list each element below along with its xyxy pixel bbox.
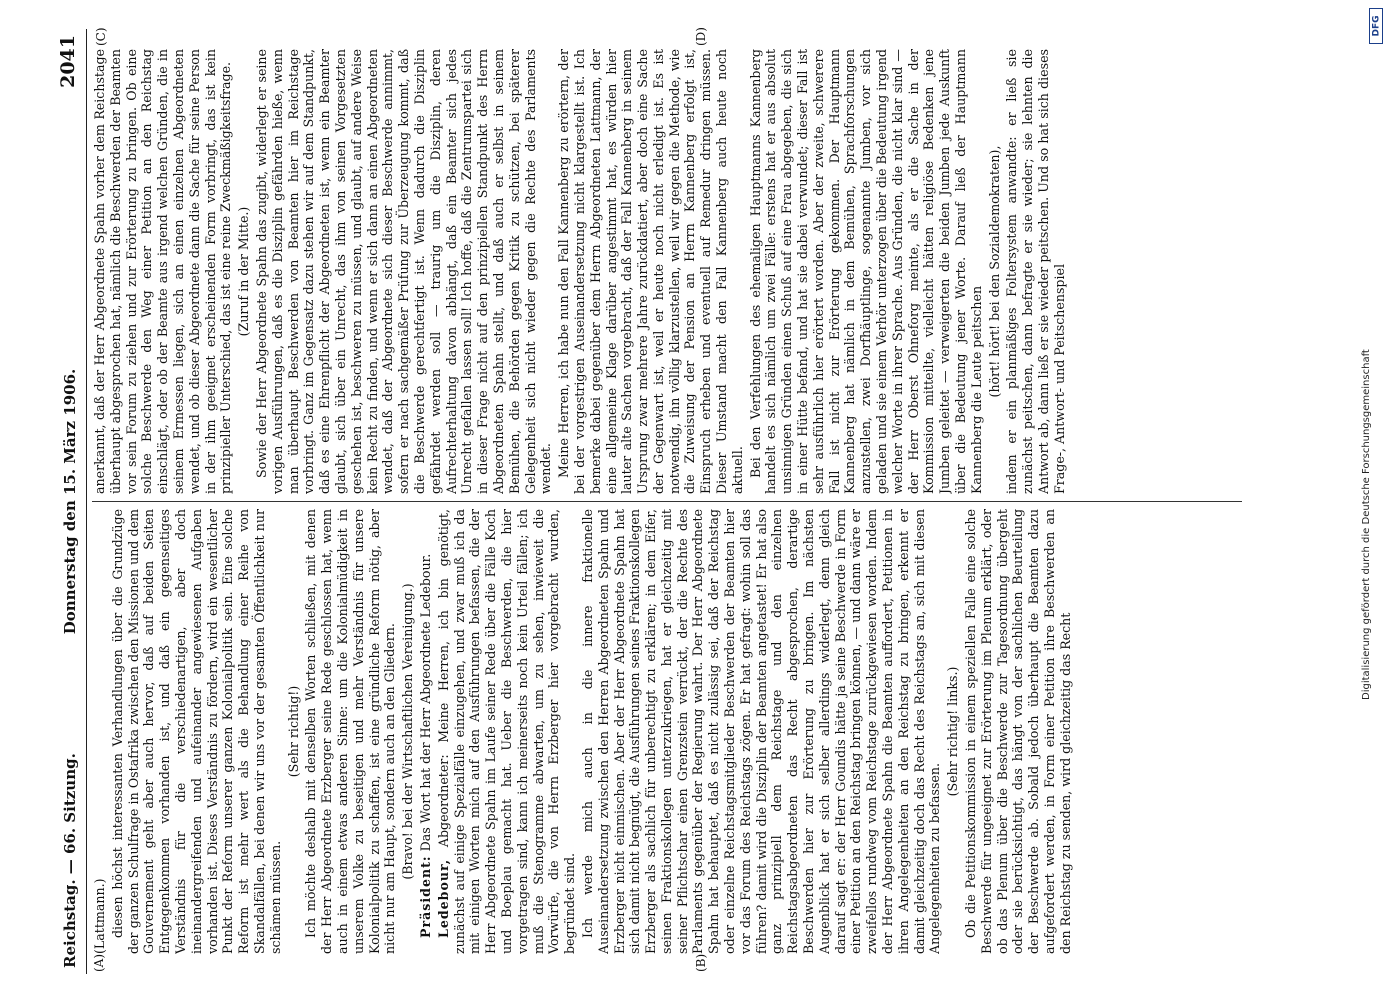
paragraph: Bei den Verfehlungen des ehemaligen Hauptmanns Kannenberg handelt es sich nämlich um zwei Fälle: erstens hat er aus absolut unsinnigen Gründen einen Schuß auf eine Frau abgegeben, die sich in einer Hütte befand, und hat sie dabei verwundet; dieser Fall ist sehr ausführlich hier erörtert worden. Aber der zweite, schwerere Fall ist nicht zur Erörterung gekommen. Der Hauptmann Kannenberg hat nämlich in dem Bemühen, Sprachforschungen anzustellen, zwei Dorfhäuptlinge, sogenannte Jumben, vor sich geladen und sie einem Verhör unterzogen über die Bedeutung irgend welcher Worte in ihrer Sprache. Aus Gründen, die nicht klar sind — der Herr Oberst Ohneforg meinte, als er die Sache in der Kommission mitteilte, vielleicht hätten religiöse Bedenken jene Jumben geleitet — verweigerten die beiden Jumben jede Auskunft über die Bedeutung jener Worte. Darauf ließ der Hauptmann Kannenberg die Leute peitschen [747,49,984,494]
page-number: 2041 [57,35,79,88]
paragraph: Ich werde mich auch in die innere fraktionelle Auseinandersetzung zwischen den Herren Abgeordneten Spahn und Erzberger nicht einmischen. Aber der Herr Abgeordnete Spahn hat sich damit nicht begnügt, die Ausführungen seines Fraktionskollegen Erzberger als sachlich für unberechtigt zu erklären; in dem Eifer, seinen Fraktionskollegen unterzukriegen, hat er gleichzeitig mit seiner Pflichtschar einen Grenzstein verrückt, der die Rechte des Parlaments gegenüber der Regierung wahrt. Der Herr Abgeordnete Spahn hat behauptet, daß es nicht zulässig sei, daß der Reichstag oder einzelne Reichstagsmitglieder Beschwerden der Beamten hier vor das Forum des Reichstags zögen. Er hat gefragt: wohin soll das führen? damit wird die Disziplin der Beamten angetastet! Er hat also ganz prinzipiell dem Reichstage und den einzelnen Reichstagsabgeordneten das Recht abgesprochen, derartige Beschwerden hier zur Erörterung zu bringen. Im nächsten Augenblick hat er sich selber allerdings widerlegt, denn gleich darauf sagt er: der Herr Goundis hätte ja seine Beschwerde in Form einer Petition an den Reichstag bringen können, — und dann wäre er zweifellos rundweg vom Reichstage zurückgewiesen worden. Indem der Herr Abgeordnete Spahn die Beamten auffordert, Petitionen in ihren Angelegenheiten an den Reichstag zu bringen, erkennt er damit gleichzeitig doch das Recht des Reichstags an, sich mit diesen Angelegenheiten zu befassen. [579,509,943,954]
dfg-logo [1369,8,1383,44]
marker-c: (C) [94,27,108,46]
header-rule [86,29,87,974]
marker-a: (A) [92,953,106,972]
page-header [52,29,86,974]
paragraph-text: Das Wort hat der Herr Abgeordnete Ledebour. [417,553,433,856]
paragraph [436,509,578,954]
paragraph: diesen höchst interessanten Verhandlungen über die Grundzüge der ganzen Schulfrage in Ostafrika zwischen den Missionen und dem Gouvernement geht aber auch hervor, daß auf beiden Seiten Entgegenkommen vorhanden ist, und daß ein gegenseitiges Verständnis für die verschiedenartigen, aber doch ineinandergreifenden und aufeinander angewiesenen Aufgaben vorhanden ist. Dieses Verständnis zu fördern, wird ein wesentlicher Punkt der Reform unserer ganzen Kolonialpolitik sein. Eine solche Reform ist mehr wert als die Behandlung einer Reihe von Skandalfällen, bei denen wir uns vor der gesamten Öffentlichkeit nur schämen müssen. [109,509,283,954]
marker-d: (D) [694,27,708,46]
digitization-credit [1357,10,1377,990]
rotated-scan [52,29,1289,974]
credit-text: Digitalisierung gefördert durch die Deutsche Forschungsgemeinschaft [1361,349,1372,700]
paragraph: Meine Herren, ich habe nun den Fall Kannenberg zu erörtern, der bei der vorgestrigen Auseinandersetzung nicht klargestellt ist. Ich bemerke dabei gegenüber dem Herrn Abgeordneten Lattmann, der eine allgemeine Klage darüber angestimmt hat, es würden hier lauter alte Sachen vorgebracht, daß der Fall Kannenberg in seinem Ursprung zwar mehrere Jahre zurückdatiert, aber doch eine Sache der Gegenwart ist, weil er heute noch nicht erledigt ist. Es ist notwendig, ihn völlig klarzustellen, weil wir gegen die Methode, wie die Zuweisung der Pension an Herrn Kannenberg erfolgt ist, Einspruch erheben und eventuell auf Remedur dringen müssen. Dieser Umstand macht den Fall Kannenberg auch heute noch aktuell. [556,49,745,494]
dfg-logo-text: DFG [1371,15,1382,37]
newspaper-page [52,29,1289,974]
left-column [92,509,1252,954]
paragraph-text: Abgeordneter: Meine Herren, ich bin genötigt, zunächst auf einige Spezialfälle einzugehen, und zwar muß ich da mit einigen Worten mich auf den Ausführungen befassen, die der Herr Abgeordnete Spahn im Laufe seiner Rede über die Fälle Koch und Boeplau gemacht hat. Ueber die Beschwerden, die hier vorgetragen sind, kann ich meinerseits noch kein Urteil fällen; ich muß die Stenogramme abwarten, um zu sehen, inwieweit die Vorwürfe, die von Herrn Erzberger hier vorgebracht wurden, begründet sind. [435,509,578,954]
paragraph [418,509,434,954]
header-date: Donnerstag den 15. März 1906. [61,368,79,635]
speaker-name: Präsident: [417,855,433,938]
interjection: (Sehr richtig! links.) [945,666,961,797]
interjection: (hört! hört! bei den Sozialdemokraten), [986,145,1002,398]
interjection: (Bravo! bei der Wirtschaftlichen Vereinigung.) [400,583,416,880]
interjection: (Zuruf in der Mitte.) [236,206,252,337]
paragraph: Sowie der Herr Abgeordnete Spahn das zugibt, widerlegt er seine vorigen Ausführungen, daß es die Disziplin gefährden hieße, wenn man überhaupt Beschwerden von Beamten hier im Reichstage vorbringt. Ganz im Gegensatz dazu stehen wir auf dem Standpunkt, daß es eine Ehrenpflicht der Abgeordneten ist, wenn ein Beamter glaubt, sich über ein Unrecht, das ihm von seinen Vorgesetzten geschehen ist, beschweren zu müssen, und glaubt, auf andere Weise kein Recht zu finden, und wenn er sich dann an einen Abgeordneten wendet, daß der Abgeordnete sich dieser Beschwerde annimmt, sofern er nach sachgemäßer Prüfung zur Überzeugung kommt, daß die Beschwerde gerechtfertigt ist. Wenn dadurch die Disziplin gefährdet werden soll — traurig um die Disziplin, deren Aufrechterhaltung davon abhängt, daß ein Beamter sich jedes Unrecht gefallen lassen soll! Ich hoffe, daß die Zentrumspartei sich in dieser Frage nicht auf den prinzipiellen Standpunkt des Herrn Abgeordneten Spahn stellt, und daß auch er selbst in seinem Bemühen, die Behörden gegen Kritik zu schützen, bei späterer Gelegenheit sich nicht wieder gegen die Rechte des Parlaments wendet. [253,49,554,494]
header-left: Reichstag. — 66. Sitzung. [61,753,79,968]
speaker-tag: (Lattmann.) [92,878,107,954]
paragraph: Ich möchte deshalb mit denselben Worten schließen, mit denen der Herr Abgeordnete Erzberger seine Rede geschlossen hat, wenn auch in einem etwas anderen Sinne: um die Kolonialmüdigkeit in unserem Volke zu beseitigen und mehr Verständnis für unsere Kolonialpolitik zu schaffen, ist eine gründliche Reform nötig, aber nicht nur am Haupt, sondern auch an den Gliedern. [303,509,398,954]
paragraph: Ob die Petitionskommission in einem speziellen Falle eine solche Beschwerde für ungeeignet zur Erörterung im Plenum erklärt, oder ob das Plenum über die Beschwerde zur Tagesordnung übergeht oder sie berücksichtigt, das hängt von der sachlichen Beurteilung der Beschwerde ab. Sobald jedoch überhaupt die Beamten dazu aufgefordert werden, in Form einer Petition ihre Beschwerden an den Reichstag zu senden, wird gleichzeitig das Recht [963,509,1073,954]
speaker-name: Ledebour, [435,858,451,938]
paragraph: indem er ein planmäßiges Foltersystem anwandte: er ließ sie zunächst peitschen, dann befragte er sie wieder; sie lehnten die Antwort ab, dann ließ er sie wieder peitschen. Und so hat sich dieses Frage-, Antwort- und Peitschenspiel [1004,49,1067,494]
paragraph: anerkannt, daß der Herr Abgeordnete Spahn vorher dem Reichstage überhaupt abgesprochen hat, nämlich die Beschwerden der Beamten vor sein Forum zu ziehen und zur Erörterung zu bringen. Ob eine solche Beschwerde den Weg einer Petition an den Reichstag einschlägt, oder ob der Beamte aus irgend welchen Gründen, die in seinem Ermessen liegen, sich an einen einzelnen Abgeordneten wendet, und ob dieser Abgeordnete dann die Sache für seine Person in der ihm geeignet erscheinenden Form vorbringt, das ist kein prinzipieller Unterschied, das ist eine reine Zweckmäßigkeitsfrage. [92,49,234,494]
marker-b: (B) [694,953,708,972]
column-rule [92,501,1242,502]
interjection: (Sehr richtig!) [285,685,301,778]
right-column [92,49,1252,494]
